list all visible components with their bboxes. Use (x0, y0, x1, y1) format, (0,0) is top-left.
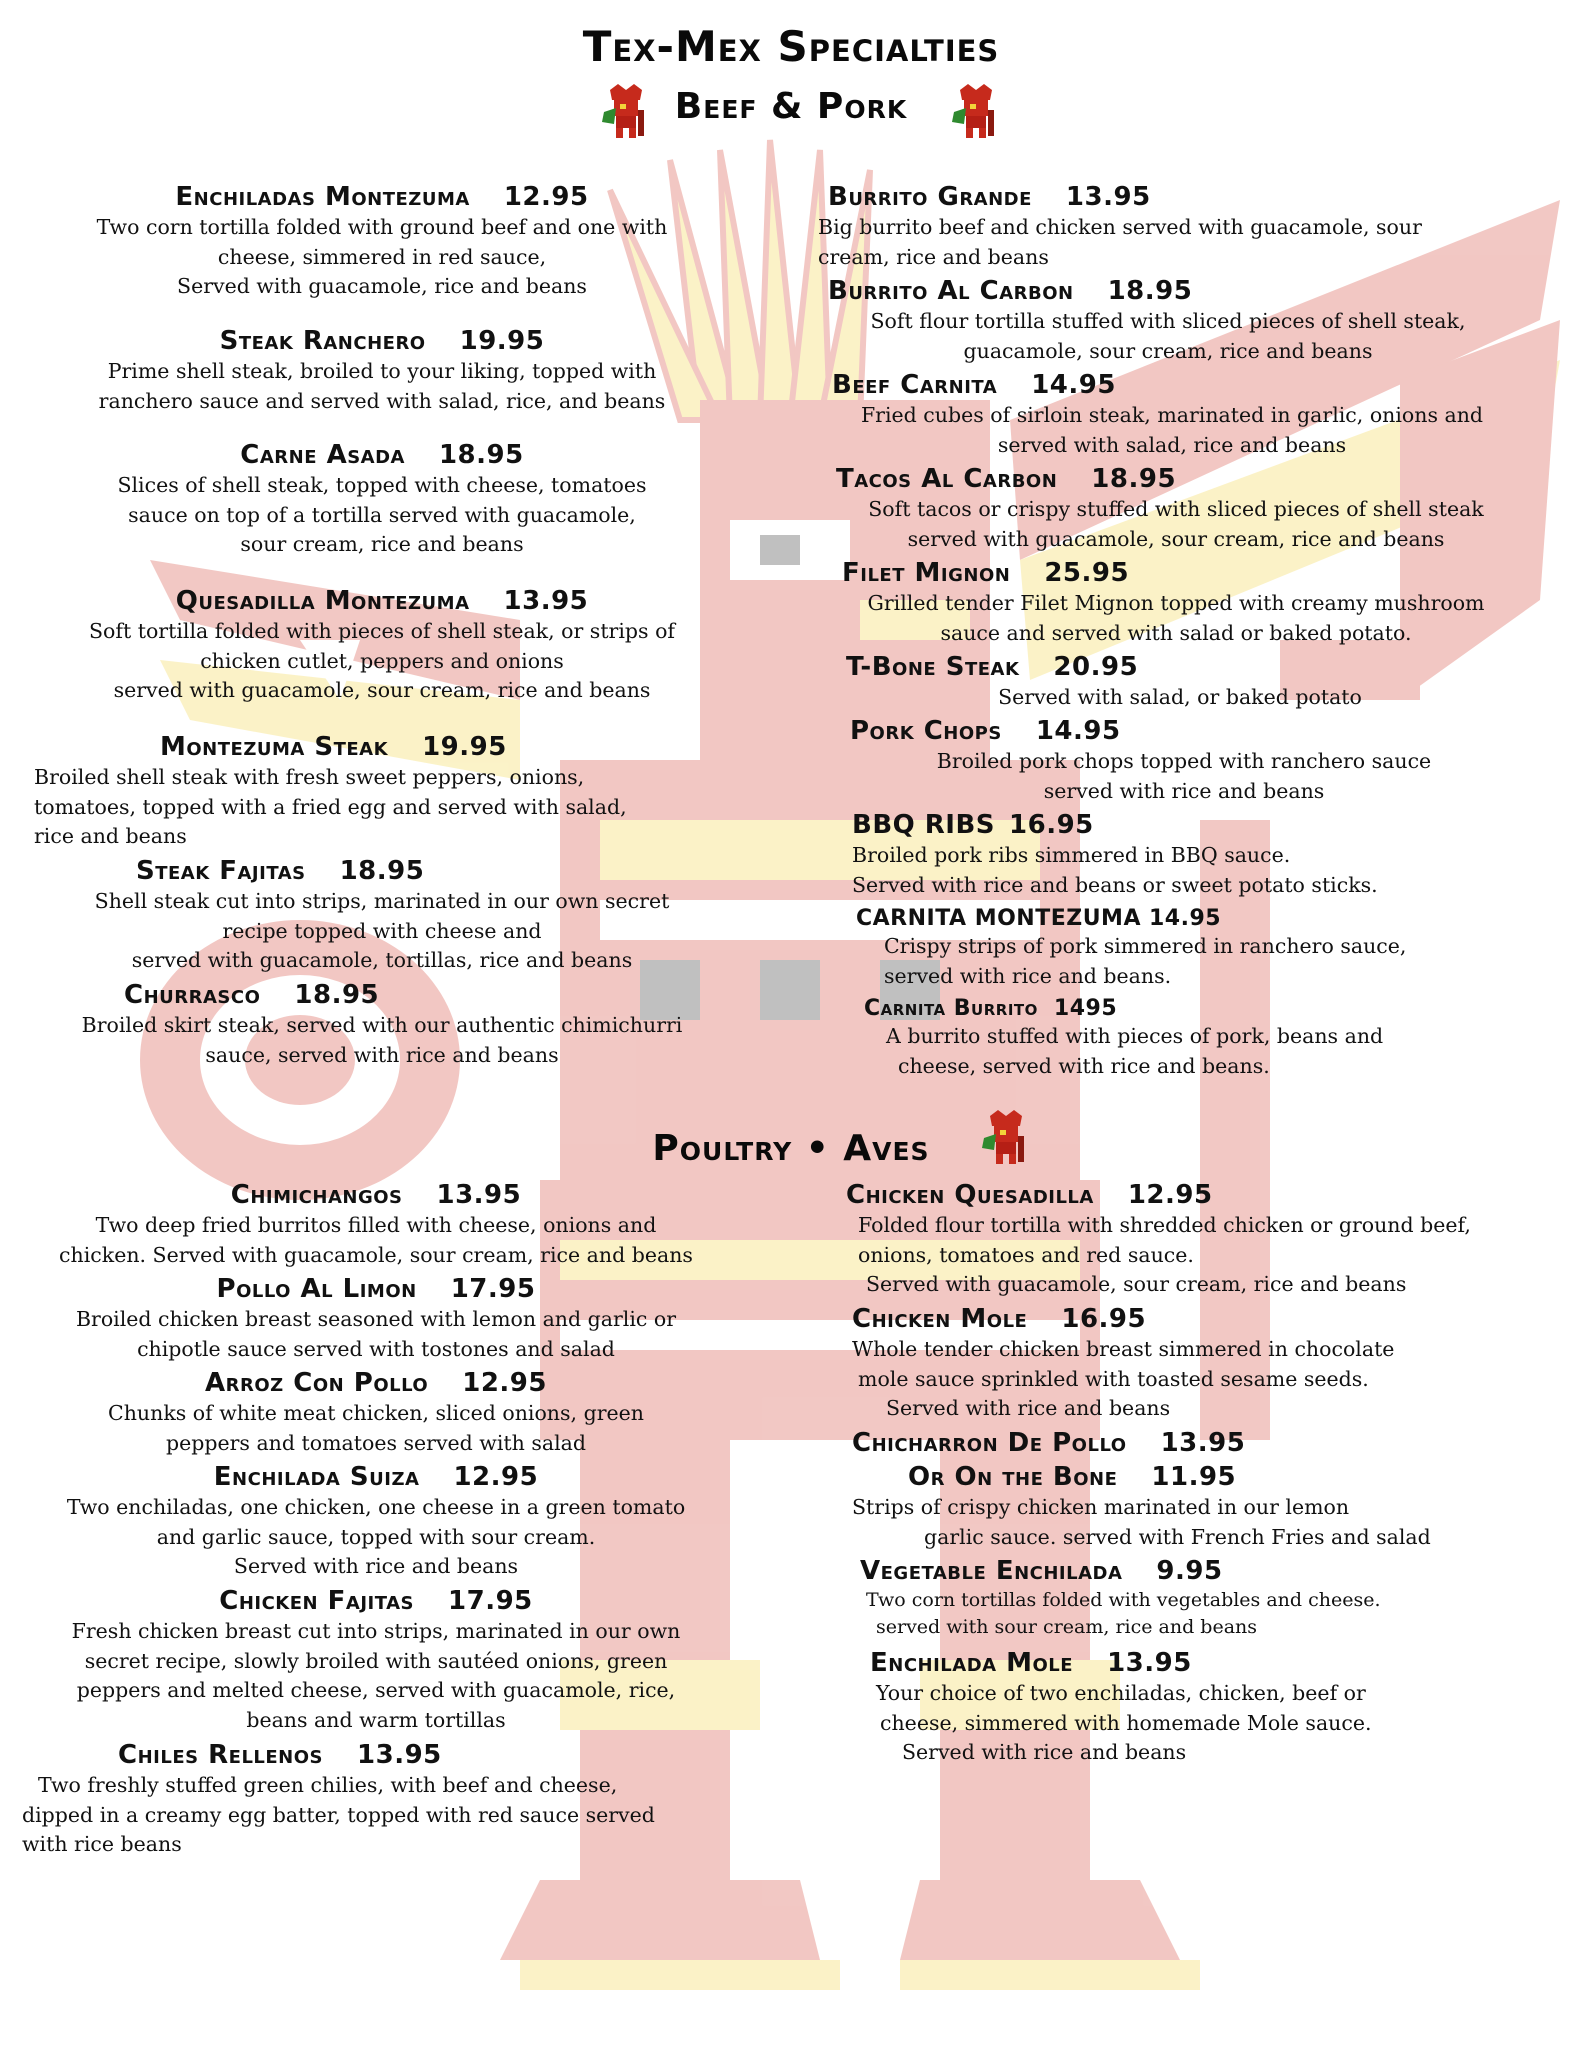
item-description (28, 471, 736, 560)
section-title-beef-pork: Beef & Pork (674, 86, 908, 127)
description-line: cheese, simmered in red sauce, (217, 244, 547, 269)
description-line: Grilled tender Filet Mignon topped with creamy mushroom (867, 591, 1485, 615)
description-line: Two freshly stuffed green chilies, with beef and cheese, (38, 1773, 618, 1797)
description-line: Served with rice and beans (233, 1554, 519, 1578)
menu-item (28, 586, 736, 706)
menu-item (870, 1648, 1570, 1768)
item-description (830, 683, 1530, 713)
item-price: 18.95 (294, 980, 380, 1010)
description-line: Shell steak cut into strips, marinated in our own secret (94, 889, 670, 913)
description-line: chicken. Served with guacamole, sour cream, rice and beans (59, 1242, 693, 1267)
item-price: 18.95 (1107, 276, 1193, 306)
description-line: tomatoes, topped with a fried egg and served with salad, (34, 794, 627, 819)
menu-item (822, 370, 1522, 460)
description-line: served with guacamole, tortillas, rice and beans (131, 948, 633, 972)
item-name: Beef Carnita (832, 370, 998, 400)
menu-item (834, 716, 1534, 806)
description-line: sauce, served with rice and beans (205, 1042, 559, 1067)
item-price: 16.95 (1009, 810, 1094, 840)
description-line: Fried cubes of sirloin steak, marinated in garlic, onions and (860, 403, 1484, 427)
description-line: Served with guacamole, sour cream, rice and beans (866, 1272, 1407, 1296)
description-line: served with guacamole, sour cream, rice and beans (907, 526, 1445, 551)
description-line: peppers and tomatoes served with salad (165, 1430, 587, 1455)
item-description (856, 932, 1556, 991)
item-name: Enchiladas Montezuma (175, 182, 470, 212)
item-name: Pollo Al Limon (216, 1274, 417, 1304)
item-description (28, 213, 736, 302)
description-line: onions, tomatoes and red sauce. (858, 1242, 1194, 1267)
item-price: 14.95 (1035, 716, 1121, 746)
description-line: Broiled pork chops topped with ranchero sauce (936, 749, 1432, 773)
item-description (834, 747, 1534, 806)
item-name: Vegetable Enchilada (860, 1556, 1123, 1586)
item-name: CARNITA MONTEZUMA (856, 906, 1141, 931)
item-name: BBQ RIBS (852, 810, 996, 840)
menu-item (852, 1304, 1572, 1424)
item-description (826, 495, 1526, 554)
item-name: Quesadilla Montezuma (175, 586, 470, 616)
item-price: 13.95 (436, 1180, 522, 1210)
item-price: 20.95 (1053, 652, 1139, 682)
description-line: Served with rice and beans (886, 1396, 1171, 1420)
description-line: Two corn tortilla folded with ground beef and one with (96, 215, 668, 239)
description-line: Two corn tortillas folded with vegetables and cheese. (866, 1589, 1381, 1611)
menu-item (16, 1180, 736, 1270)
description-line: Whole tender chicken breast simmered in chocolate (852, 1337, 1395, 1361)
item-description (826, 589, 1526, 648)
item-price: 19.95 (422, 732, 507, 762)
description-line: cheese, simmered with homemade Mole sauce. (880, 1710, 1372, 1735)
item-description (818, 307, 1518, 366)
menu-item (818, 276, 1518, 366)
description-line: recipe topped with cheese and (222, 918, 542, 943)
menu-item (28, 182, 736, 302)
description-line: Broiled pork ribs simmered in BBQ sauce. (852, 843, 1291, 867)
description-line: Strips of crispy chicken marinated in our lemon (852, 1495, 1350, 1519)
description-line: secret recipe, slowly broiled with sautéed onions, green (84, 1648, 668, 1673)
aztec-warrior-icon (980, 1108, 1032, 1166)
item-price: 19.95 (459, 326, 545, 356)
item-description (28, 617, 736, 706)
description-line: chicken cutlet, peppers and onions (200, 648, 564, 673)
description-line: served with rice and beans (1043, 778, 1325, 803)
description-line: with rice beans (22, 1832, 182, 1856)
item-price: 17.95 (450, 1274, 536, 1304)
item-name: Churrasco (124, 980, 261, 1010)
menu-item (28, 326, 736, 416)
description-line: Crispy strips of pork simmered in ranchero sauce, (884, 934, 1407, 958)
menu-item (852, 810, 1552, 900)
menu-item (16, 1586, 736, 1735)
description-line: Soft tacos or crispy stuffed with sliced pieces of shell steak (868, 497, 1484, 521)
item-price: 16.95 (1061, 1304, 1147, 1334)
item-description (870, 1679, 1570, 1768)
item-description (852, 841, 1552, 900)
description-line: Served with rice and beans or sweet potato sticks. (852, 872, 1378, 897)
item-description (16, 1399, 736, 1458)
menu-item (34, 732, 742, 852)
description-line: dipped in a creamy egg batter, topped with red sauce served (22, 1802, 655, 1827)
item-description (34, 763, 742, 852)
item-price: 12.95 (1127, 1180, 1213, 1210)
menu-item (16, 1462, 736, 1582)
item-price: 14.95 (1148, 906, 1222, 931)
item-name: Enchilada Mole (870, 1648, 1074, 1678)
description-line: rice and beans (34, 824, 187, 848)
description-line: Served with salad, or baked potato (998, 685, 1362, 709)
menu-item (16, 1368, 736, 1458)
item-description (16, 1493, 736, 1582)
menu-item (826, 464, 1526, 554)
item-name: Pork Chops (850, 716, 1002, 746)
item-price: 1495 (1053, 996, 1118, 1021)
item-price: 13.95 (503, 586, 589, 616)
description-line: Served with guacamole, rice and beans (177, 274, 587, 298)
item-description (852, 1335, 1572, 1424)
description-line: Slices of shell steak, topped with cheese, tomatoes (117, 473, 647, 497)
item-name: Steak Ranchero (219, 326, 426, 356)
description-line: Two deep fried burritos filled with cheese, onions and (95, 1213, 657, 1237)
item-price: 18.95 (1091, 464, 1177, 494)
item-description (16, 1305, 736, 1364)
item-name: Carnita Burrito (864, 996, 1038, 1021)
item-name: Chicken Fajitas (219, 1586, 415, 1616)
description-line: Broiled shell steak with fresh sweet peppers, onions, (34, 765, 585, 789)
description-line: Folded flour tortilla with shredded chicken or ground beef, (858, 1213, 1471, 1237)
page-title: Tex-Mex Specialties (582, 22, 1000, 71)
menu-item (864, 996, 1564, 1081)
description-line: Served with rice and beans (902, 1740, 1187, 1764)
menu-item (860, 1556, 1580, 1641)
item-name: Tacos Al Carbon (836, 464, 1058, 494)
description-line: garlic sauce. served with French Fries and salad (924, 1524, 1431, 1549)
description-line: beans and warm tortillas (246, 1707, 506, 1732)
description-line: served with sour cream, rice and beans (876, 1616, 1258, 1638)
description-line: Broiled skirt steak, served with our authentic chimichurri (81, 1013, 683, 1037)
item-price: 12.95 (453, 1462, 539, 1492)
item-name: Carne Asada (240, 440, 405, 470)
item-price: 14.95 (1031, 370, 1116, 400)
item-description (822, 401, 1522, 460)
item-description (860, 1587, 1580, 1641)
section-title-poultry: Poultry • Aves (652, 1128, 930, 1169)
item-price: 12.95 (462, 1368, 547, 1398)
item-description (16, 1211, 736, 1270)
item-price: 11.95 (1151, 1462, 1237, 1492)
description-line: A burrito stuffed with pieces of pork, beans and (886, 1024, 1384, 1048)
item-price: 12.95 (503, 182, 589, 212)
description-line: Two enchiladas, one chicken, one cheese in a green tomato (66, 1495, 686, 1519)
description-line: sauce on top of a tortilla served with guacamole, (128, 502, 636, 527)
description-line: sour cream, rice and beans (240, 532, 524, 556)
item-price: 17.95 (448, 1586, 533, 1616)
item-price: 13.95 (1160, 1428, 1246, 1458)
description-line: mole sauce sprinkled with toasted sesame seeds. (858, 1366, 1369, 1391)
item-price: 13.95 (1065, 182, 1151, 212)
item-price: 9.95 (1156, 1556, 1223, 1586)
description-line: chipotle sauce served with tostones and salad (137, 1336, 615, 1361)
item-name: Or On the Bone (908, 1462, 1118, 1492)
item-name: Enchilada Suiza (213, 1462, 420, 1492)
description-line: Fresh chicken breast cut into strips, marinated in our own (71, 1619, 681, 1643)
description-line: served with rice and beans. (884, 963, 1172, 988)
item-name: Chicharron De Pollo (852, 1428, 1127, 1458)
item-name: Filet Mignon (842, 558, 1011, 588)
item-description (16, 1617, 736, 1735)
aztec-warrior-icon (950, 82, 1002, 140)
description-line: Broiled chicken breast seasoned with lemon and garlic or (75, 1307, 677, 1331)
menu-item (852, 1428, 1572, 1459)
item-description (864, 1022, 1564, 1081)
item-description (852, 1493, 1572, 1552)
description-line: and garlic sauce, topped with sour cream. (156, 1524, 596, 1549)
item-name: Chicken Quesadilla (846, 1180, 1094, 1210)
description-line: Chunks of white meat chicken, sliced onions, green (108, 1401, 644, 1425)
item-description (28, 1011, 736, 1070)
item-name: Burrito Al Carbon (828, 276, 1074, 306)
description-line: Big burrito beef and chicken served with guacamole, sour (818, 215, 1422, 239)
item-name: Chimichangos (230, 1180, 403, 1210)
menu-item (846, 1180, 1566, 1300)
item-name: Steak Fajitas (136, 856, 306, 886)
item-description (846, 1211, 1566, 1300)
item-name: Burrito Grande (828, 182, 1032, 212)
description-line: guacamole, sour cream, rice and beans (963, 338, 1373, 363)
description-line: cream, rice and beans (818, 244, 1049, 269)
item-price: 18.95 (339, 856, 425, 886)
item-price: 25.95 (1044, 558, 1130, 588)
description-line: ranchero sauce and served with salad, rice, and beans (98, 388, 666, 413)
description-line: Prime shell steak, broiled to your liking, topped with (107, 359, 657, 383)
aztec-warrior-icon (600, 82, 652, 140)
menu-item (28, 440, 736, 560)
menu-item (856, 906, 1556, 991)
description-line: peppers and melted cheese, served with guacamole, rice, (76, 1678, 676, 1702)
item-name: Chiles Rellenos (118, 1740, 324, 1770)
description-line: Your choice of two enchiladas, chicken, beef or (876, 1681, 1366, 1705)
item-name: Arroz Con Pollo (205, 1368, 429, 1398)
item-description (28, 887, 736, 976)
menu-item (28, 856, 736, 976)
menu-item (830, 652, 1530, 713)
menu-item (852, 1462, 1572, 1552)
description-line: cheese, served with rice and beans. (898, 1053, 1270, 1078)
item-description (22, 1771, 742, 1860)
description-line: Soft flour tortilla stuffed with sliced pieces of shell steak, (870, 309, 1466, 333)
item-description (28, 357, 736, 416)
menu-item (818, 182, 1558, 272)
item-description (818, 213, 1558, 272)
item-name: T-Bone Steak (846, 652, 1020, 682)
item-price: 13.95 (1107, 1648, 1192, 1678)
item-name: Montezuma Steak (160, 732, 389, 762)
item-name: Chicken Mole (852, 1304, 1028, 1334)
menu-item (16, 1274, 736, 1364)
description-line: Soft tortilla folded with pieces of shell steak, or strips of (88, 619, 675, 643)
menu-item (28, 980, 736, 1070)
menu-item (22, 1740, 742, 1860)
item-price: 18.95 (438, 440, 524, 470)
description-line: served with salad, rice and beans (997, 432, 1347, 457)
item-price: 13.95 (357, 1740, 442, 1770)
menu-item (826, 558, 1526, 648)
description-line: sauce and served with salad or baked potato. (940, 620, 1412, 645)
description-line: served with guacamole, sour cream, rice and beans (113, 678, 651, 702)
